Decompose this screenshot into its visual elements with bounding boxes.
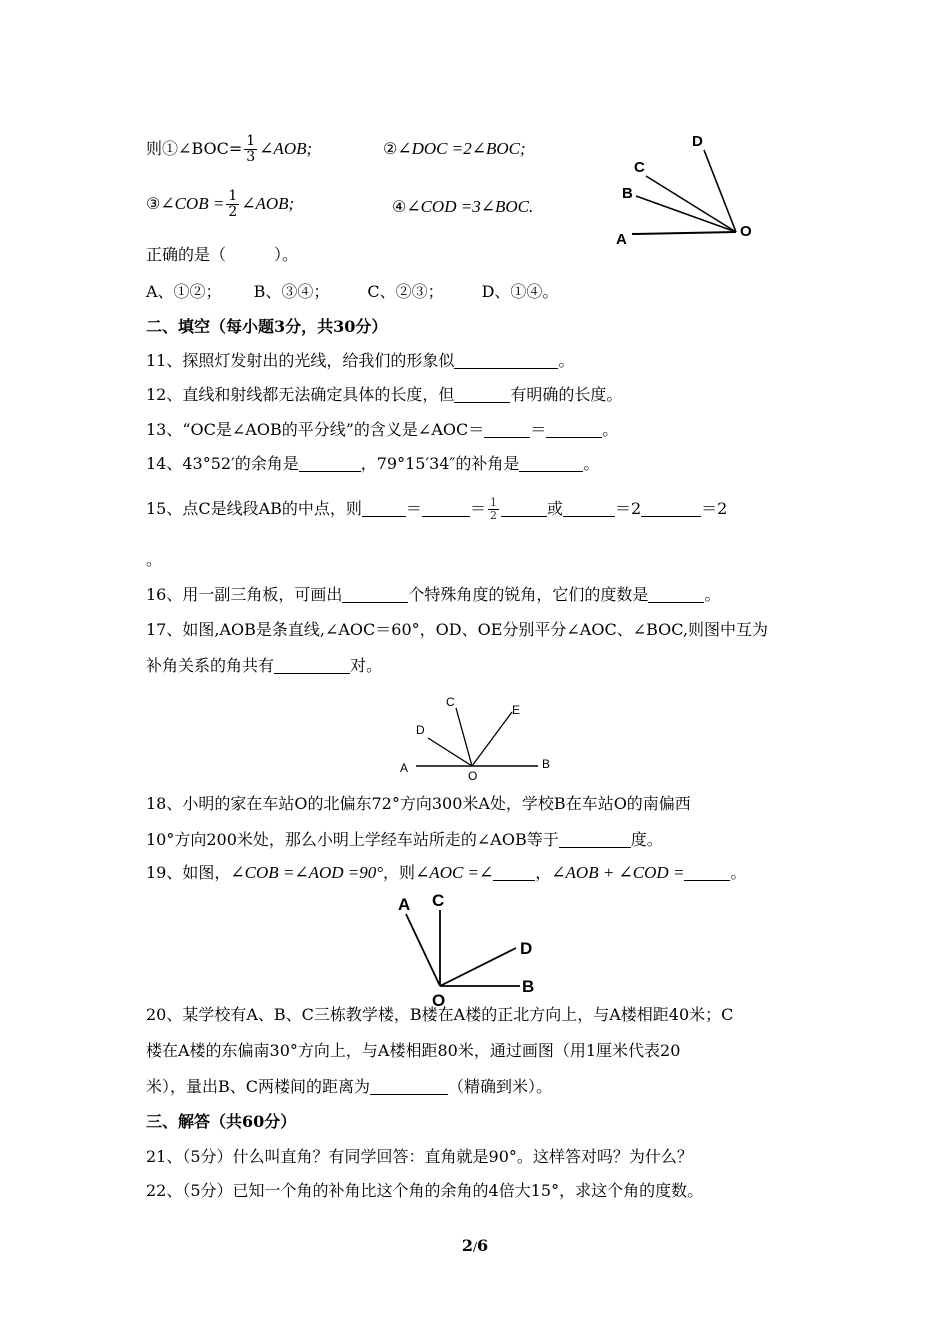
section-2-title: 二、填空（每小题3分，共30分） bbox=[146, 317, 388, 336]
q19-expr3: ∠AOB + ∠COD = bbox=[551, 863, 685, 882]
q16 bbox=[146, 584, 720, 606]
q10-choice-b: B、③④； bbox=[253, 282, 330, 301]
q10-opt2-expr: ∠DOC =2∠BOC; bbox=[397, 139, 526, 158]
q20-line-1: 20、某学校有A、B、C三栋教学楼，B楼在A楼的正北方向上，与A楼相距40米；C bbox=[146, 1005, 734, 1024]
q11 bbox=[146, 350, 574, 372]
frac-denominator: 2 bbox=[489, 509, 497, 522]
q13-end: 。 bbox=[602, 420, 619, 439]
q18-line-1: 18、小明的家在车站O的北偏东72°方向300米A处，学校B在车站O的南偏西 bbox=[146, 794, 691, 813]
q14-blank-2[interactable] bbox=[519, 455, 583, 472]
q10-opt3-rhs: ∠AOB; bbox=[241, 194, 295, 213]
q12-blank[interactable] bbox=[454, 386, 510, 403]
q20-line-3 bbox=[146, 1076, 552, 1098]
q18-line-2 bbox=[146, 829, 663, 851]
q10-choice-d: D、①④。 bbox=[481, 282, 559, 301]
q11-end: 。 bbox=[558, 351, 575, 370]
ray-oa bbox=[406, 914, 440, 986]
frac-numerator: 1 bbox=[246, 133, 256, 149]
q19-expr2: ∠AOC =∠ bbox=[415, 863, 494, 882]
q10-option-3-row bbox=[146, 189, 294, 220]
q15-blank-3[interactable] bbox=[501, 500, 547, 517]
q11-blank[interactable] bbox=[454, 352, 558, 369]
label-b: B bbox=[622, 185, 633, 202]
q20-end: （精确到米）。 bbox=[448, 1077, 553, 1096]
q15-blank-2[interactable] bbox=[422, 500, 470, 517]
label-b: B bbox=[542, 757, 551, 771]
q19-end: 。 bbox=[730, 863, 747, 882]
q17-end: 对。 bbox=[350, 656, 383, 675]
label-b: B bbox=[522, 977, 535, 996]
q13-mid: ＝ bbox=[530, 420, 547, 439]
q15-blank-1[interactable] bbox=[362, 500, 406, 517]
label-o: O bbox=[432, 991, 446, 1010]
q10-choices bbox=[146, 281, 558, 303]
label-c: C bbox=[432, 891, 445, 910]
q17-angle-figure bbox=[394, 694, 560, 786]
q16-text: 16、用一副三角板，可画出 bbox=[146, 585, 343, 604]
q10-frac-1 bbox=[244, 134, 257, 165]
q10-opt3-mark: ③ bbox=[146, 194, 161, 213]
q10-opt4-expr: ∠COD =3∠BOC. bbox=[406, 197, 534, 216]
page-number bbox=[0, 1236, 950, 1255]
q15 bbox=[146, 497, 727, 522]
label-a: A bbox=[398, 895, 411, 914]
frac-numerator: 1 bbox=[489, 496, 497, 509]
q20-line3-text: 米），量出B、C两楼间的距离为 bbox=[146, 1077, 371, 1096]
q15-eq2: ＝ bbox=[469, 499, 486, 518]
q10-opt1-lhs: ∠BOC= bbox=[178, 139, 243, 158]
q10-choice-c: C、②③； bbox=[367, 282, 444, 301]
q22: 22、（5分）已知一个角的补角比这个角的余角的4倍大15°，求这个角的度数。 bbox=[146, 1181, 704, 1200]
q17-line-1: 17、如图,AOB是条直线,∠AOC＝60°，OD、OE分别平分∠AOC、∠BOC,则图中互为 bbox=[146, 620, 769, 639]
q19-comma2: ， bbox=[535, 863, 552, 882]
q13-blank-1[interactable] bbox=[484, 421, 530, 438]
q10-option-2 bbox=[383, 138, 526, 160]
q15-eq1: ＝ bbox=[405, 499, 422, 518]
q18-end: 度。 bbox=[630, 830, 663, 849]
label-o: O bbox=[468, 769, 478, 783]
q14-mid: ，79°15′34″的补角是 bbox=[360, 454, 520, 473]
q14 bbox=[146, 453, 599, 475]
q10-opt1-mark: ① bbox=[162, 139, 179, 158]
q12 bbox=[146, 384, 622, 406]
frac-numerator: 1 bbox=[228, 188, 238, 204]
q13-text: 13、“OC是∠AOB的平分线”的含义是∠AOC＝ bbox=[146, 420, 485, 439]
q15-frac-half bbox=[488, 497, 499, 522]
q19-blank-1[interactable] bbox=[493, 864, 535, 881]
q11-text: 11、探照灯发射出的光线，给我们的形象似 bbox=[146, 351, 455, 370]
q16-mid: 个特殊角度的锐角，它们的度数是 bbox=[408, 585, 649, 604]
q15-eq4: ＝2 bbox=[701, 499, 728, 518]
q15-eq3: ＝2 bbox=[614, 499, 642, 518]
section-3-title: 三、解答（共60分） bbox=[146, 1112, 297, 1131]
q17-line2-text: 补角关系的角共有 bbox=[146, 656, 275, 675]
label-a: A bbox=[400, 761, 409, 775]
page-sep: / bbox=[472, 1240, 478, 1254]
q19-expr1: ∠COB =∠AOD =90° bbox=[230, 863, 384, 882]
q18-blank[interactable] bbox=[559, 831, 631, 848]
page-current: 2 bbox=[461, 1236, 473, 1255]
label-o: O bbox=[740, 223, 752, 240]
label-d: D bbox=[520, 939, 533, 958]
q15-or: 或 bbox=[546, 499, 563, 518]
label-e: E bbox=[512, 703, 521, 717]
ray-oa bbox=[632, 232, 736, 234]
q10-angle-figure bbox=[610, 126, 760, 254]
q10-question: 正确的是（ ）。 bbox=[146, 245, 299, 264]
ray-od bbox=[440, 948, 516, 986]
q21: 21、（5分）什么叫直角？有同学回答：直角就是90°。这样答对吗？为什么？ bbox=[146, 1147, 693, 1166]
q19-angle-figure bbox=[392, 888, 552, 1012]
q12-end: 有明确的长度。 bbox=[510, 385, 623, 404]
q17-blank[interactable] bbox=[274, 657, 350, 674]
q19-text: 19、如图， bbox=[146, 863, 231, 882]
frac-denominator: 3 bbox=[246, 149, 256, 165]
label-c: C bbox=[634, 159, 645, 176]
page-total: 6 bbox=[477, 1236, 489, 1255]
q15-text: 15、点C是线段AB的中点，则 bbox=[146, 499, 362, 518]
label-d: D bbox=[692, 133, 703, 150]
q15-tail: 。 bbox=[146, 550, 163, 569]
q17-line-2 bbox=[146, 655, 382, 677]
q10-frac-3 bbox=[226, 189, 239, 220]
q13 bbox=[146, 419, 618, 441]
q20-line-2: 楼在A楼的东偏南30°方向上，与A楼相距80米，通过画图（用1厘米代表20 bbox=[146, 1041, 681, 1060]
q14-blank-1[interactable] bbox=[299, 455, 361, 472]
q12-text: 12、直线和射线都无法确定具体的长度，但 bbox=[146, 385, 455, 404]
q16-blank-1[interactable] bbox=[342, 586, 408, 603]
q10-opt1-rhs: ∠AOB; bbox=[259, 139, 313, 158]
q20-blank[interactable] bbox=[370, 1078, 448, 1095]
label-a: A bbox=[616, 231, 627, 248]
q16-end: 。 bbox=[704, 585, 721, 604]
ray-oe bbox=[472, 712, 512, 766]
label-c: C bbox=[446, 695, 455, 709]
q15-blank-4[interactable] bbox=[563, 500, 615, 517]
label-d: D bbox=[416, 723, 425, 737]
frac-denominator: 2 bbox=[228, 204, 238, 220]
q10-opt4-mark: ④ bbox=[392, 197, 407, 216]
ray-od bbox=[704, 150, 736, 232]
q10-choice-a: A、①②； bbox=[146, 282, 222, 301]
q10-option-1-row bbox=[146, 134, 312, 165]
q10-option-4 bbox=[392, 196, 533, 218]
q15-blank-5[interactable] bbox=[641, 500, 701, 517]
q14-text: 14、43°52′的余角是 bbox=[146, 454, 299, 473]
q10-opt3-lhs: ∠COB = bbox=[160, 194, 225, 213]
q10-opt2-mark: ② bbox=[383, 139, 398, 158]
q18-line2-text: 10°方向200米处，那么小明上学经车站所走的∠AOB等于 bbox=[146, 830, 559, 849]
q14-end: 。 bbox=[583, 454, 600, 473]
q13-blank-2[interactable] bbox=[546, 421, 602, 438]
q19-comma1: ，则 bbox=[383, 863, 416, 882]
q19 bbox=[146, 862, 746, 884]
q19-blank-2[interactable] bbox=[684, 864, 730, 881]
q16-blank-2[interactable] bbox=[648, 586, 704, 603]
q10-stem-prefix: 则 bbox=[146, 139, 163, 158]
